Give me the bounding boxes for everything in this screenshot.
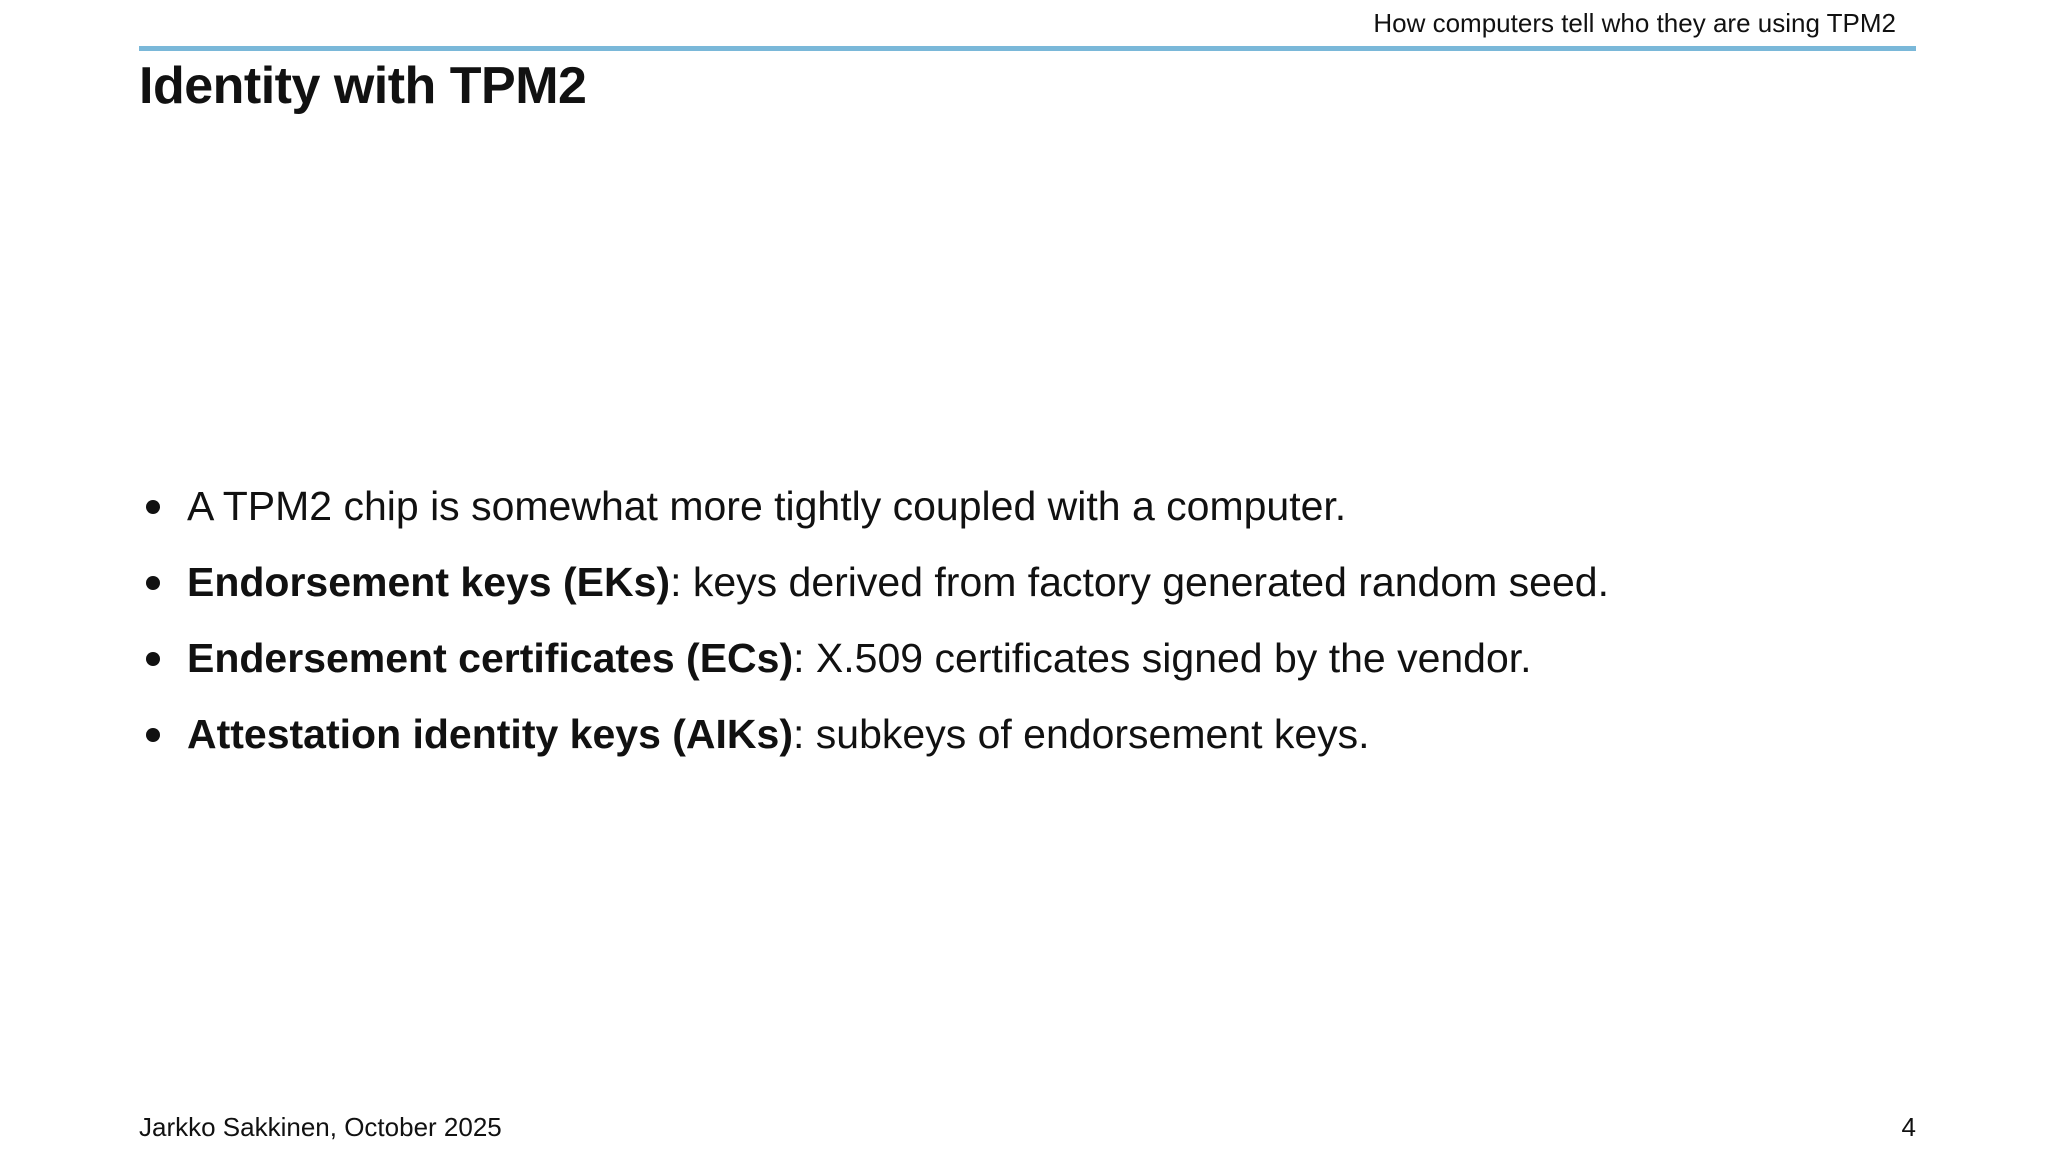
bullet-term: Endersement certificates (ECs) (187, 635, 794, 681)
bullet-list (139, 468, 1609, 772)
bullet-item (139, 544, 1609, 620)
running-title: How computers tell who they are using TPM2 (1373, 8, 1896, 38)
bullet-text: : subkeys of endorsement keys. (793, 711, 1370, 757)
bullet-text: : keys derived from factory generated random seed. (670, 559, 1609, 605)
bullet-dot-icon (146, 500, 160, 514)
bullet-dot-icon (146, 576, 160, 590)
bullet-text: A TPM2 chip is somewhat more tightly coupled with a computer. (187, 483, 1347, 529)
footer-author-date: Jarkko Sakkinen, October 2025 (139, 1112, 502, 1142)
slide-title: Identity with TPM2 (139, 57, 587, 115)
page-number: 4 (1901, 1112, 1916, 1142)
header-rule (139, 46, 1916, 51)
bullet-dot-icon (146, 728, 160, 742)
bullet-dot-icon (146, 652, 160, 666)
bullet-item (139, 620, 1609, 696)
bullet-term: Attestation identity keys (AIKs) (187, 711, 793, 757)
bullet-item (139, 468, 1609, 544)
bullet-text: : X.509 certificates signed by the vendor. (793, 635, 1532, 681)
bullet-item (139, 696, 1609, 772)
bullet-term: Endorsement keys (EKs) (187, 559, 671, 605)
